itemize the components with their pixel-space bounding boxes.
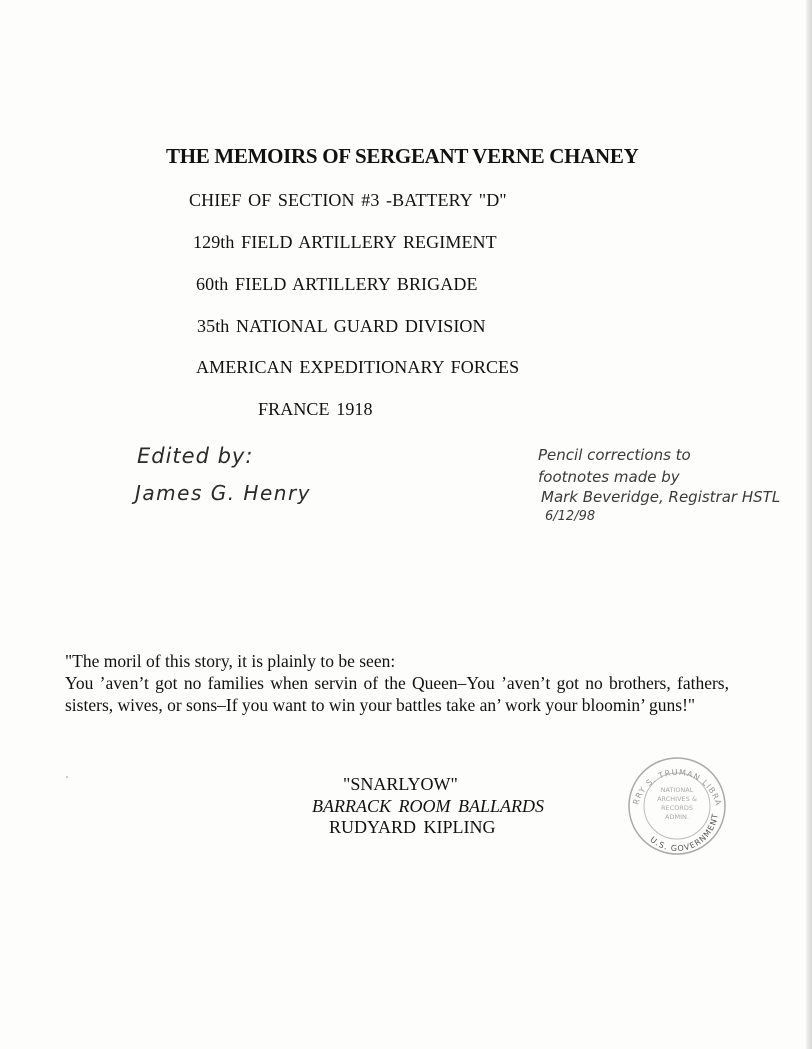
svg-text:ARCHIVES &: ARCHIVES & — [657, 795, 697, 803]
svg-text:ADMIN.: ADMIN. — [665, 813, 689, 821]
pencil-note-date: 6/12/98 — [545, 509, 596, 524]
seal-icon — [622, 748, 732, 858]
subtitle-line-division: 35th NATIONAL GUARD DIVISION — [197, 316, 486, 336]
subtitle-line-place-year: FRANCE 1918 — [258, 399, 373, 419]
epigraph-quote — [65, 650, 729, 716]
pencil-note-line-1: Pencil corrections to — [538, 446, 691, 464]
page-edge — [806, 0, 812, 1049]
subtitle-line-brigade: 60th FIELD ARTILLERY BRIGADE — [196, 274, 478, 294]
svg-text:HARRY S. TRUMAN LIBRARY: RRY S. TRUMAN LIBRA — [631, 767, 724, 808]
subtitle-line-forces: AMERICAN EXPEDITIONARY FORCES — [196, 357, 520, 377]
epigraph-source-book: BARRACK ROOM BALLARDS — [312, 796, 544, 816]
library-seal-stamp — [622, 748, 732, 858]
document-title: THE MEMOIRS OF SERGEANT VERNE CHANEY — [166, 144, 639, 168]
subtitle-line-regiment: 129th FIELD ARTILLERY REGIMENT — [193, 232, 497, 252]
epigraph-line-2: You ’aven’t got no families when servin of the Queen–You ’aven’t got no brothers, fathers, sisters, wives, or sons–If you want to win your battles take an’ work your bloomin’ guns!" — [65, 673, 729, 715]
epigraph-source-author: RUDYARD KIPLING — [329, 817, 496, 837]
pencil-note-line-3: Mark Beveridge, Registrar HSTL — [541, 488, 781, 506]
subtitle-line-section: CHIEF OF SECTION #3 -BATTERY "D" — [189, 190, 507, 210]
epigraph-source-title: "SNARLYOW" — [343, 774, 458, 794]
svg-text:U.S. GOVERNMENT: U.S. GOVERNMENT — [648, 812, 720, 854]
speck — [66, 776, 68, 778]
pencil-note-line-2: footnotes made by — [538, 468, 680, 486]
epigraph-line-1: "The moril of this story, it is plainly to be seen: — [65, 651, 396, 671]
svg-text:NATIONAL: NATIONAL — [660, 786, 694, 794]
handwritten-editor-label: Edited by: — [137, 444, 254, 468]
handwritten-editor-name: James G. Henry — [135, 481, 312, 505]
svg-text:RECORDS: RECORDS — [661, 804, 693, 812]
